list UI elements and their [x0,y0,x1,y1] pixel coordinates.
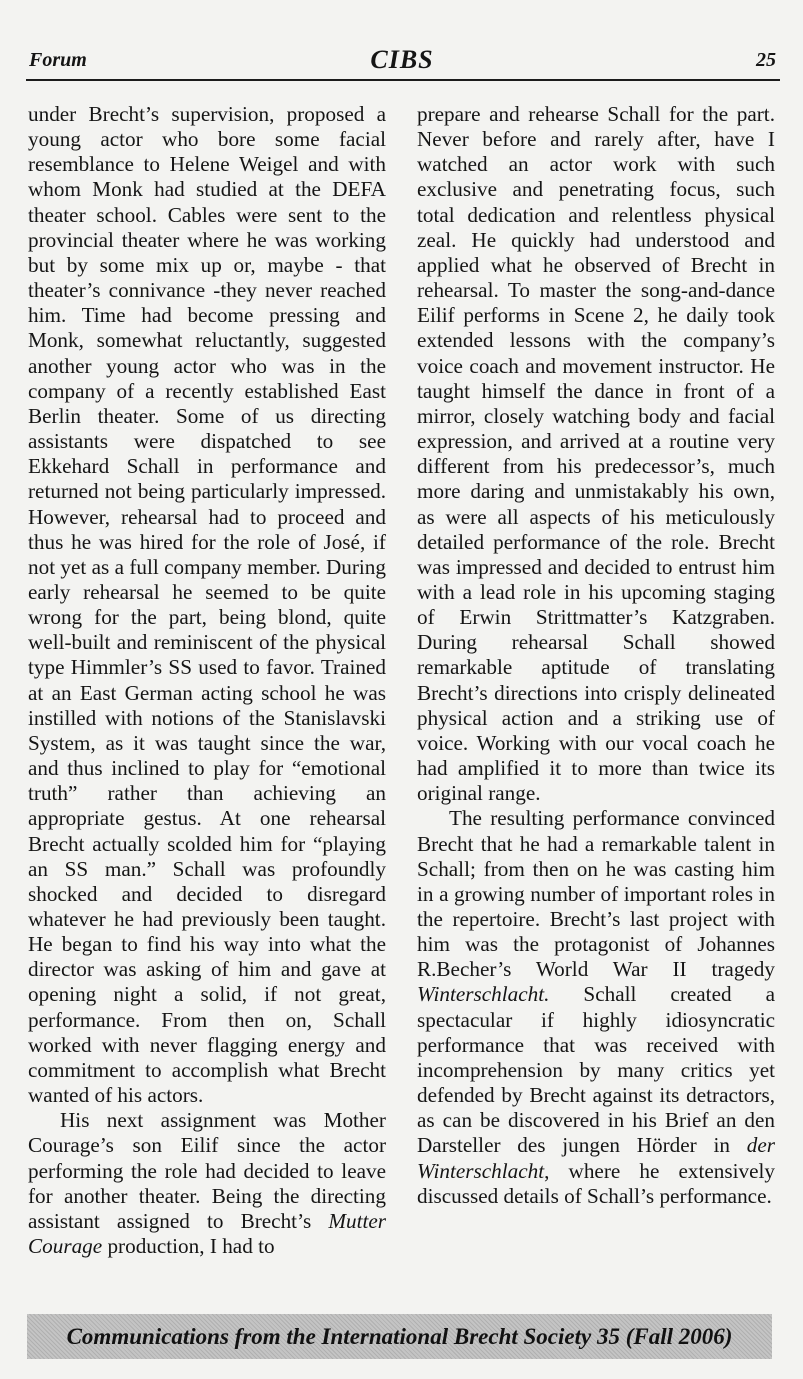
italic-title-der-winterschlacht: der Winterschlacht [417,1133,775,1183]
page-number: 25 [756,49,776,71]
left-paragraph-2-text: His next assignment was Mother Courage’s son Eilif since the actor performing the role had decided to leave for another theater. Being the directing assistant assigned to Brecht’s [28,1108,386,1233]
right-paragraph-2-a: The resulting performance convinced Brecht that he had a remarkable talent in Schall; from then on he was casting him in a growing number of important roles in the repertoire. Brecht’s last project with him was the protagonist of Johannes R.Becher’s World War II tragedy [417,806,775,982]
right-paragraph-2 [417,806,775,1209]
section-label: Forum [29,49,87,71]
page-header [26,46,778,74]
left-paragraph-1: under Brecht’s supervision, proposed a young actor who bore some facial resemblance to Helene Weigel and with whom Monk had studied at the DEFA theater school. Cables were sent to the provincial theater where he was working but by some mix up or, maybe - that theater’s connivance -they never reached him. Time had become pressing and Monk, somewhat reluctantly, suggested another young actor who was in the company of a recently established East Berlin theater. Some of us directing assistants were dispatched to see Ekkehard Schall in performance and returned not being particularly impressed. However, rehearsal had to proceed and thus he was hired for the role of José, if not yet as a full company member. During early rehearsal he seemed to be quite wrong for the part, being blond, quite well-built and reminiscent of the physical type Himmler’s SS used to favor. Trained at an East German acting school he was instilled with notions of the Stanislavski System, as it was taught since the war, and thus inclined to play for “emotional truth” rather than achieving an appropriate gestus. At one rehearsal Brecht actually scolded him for “playing an SS man.” Schall was profoundly shocked and decided to disregard whatever he had previously been taught. He began to find his way into what the director was asking of him and gave at opening night a solid, if not great, performance. From then on, Schall worked with never flagging energy and commitment to accomplish what Brecht wanted of his actors. [28,102,386,1108]
italic-title-mutter-courage: Mutter Courage [28,1208,386,1259]
footer-text: Communications from the International Brecht Society 35 (Fall 2006) [66,1323,733,1349]
right-column [417,102,775,1209]
header-rule [26,79,780,81]
journal-title: CIBS [370,45,434,74]
right-paragraph-2-b: Schall created a spectacular if highly idiosyncratic performance that was received with incomprehension by many critics yet defended by Brecht against its detractors, as can be discovered in his Brief an den Darsteller des jungen Hörder in [417,982,775,1158]
left-column [28,102,386,1259]
left-paragraph-2-end: production, I had to [102,1234,275,1259]
left-paragraph-2 [28,1108,386,1259]
italic-title-winterschlacht: Winterschlacht. [417,982,550,1007]
right-paragraph-2-c: , where he extensively discussed details of Schall’s performance. [417,1158,775,1208]
footer-banner [27,1314,772,1359]
right-paragraph-1: prepare and rehearse Schall for the part. Never before and rarely after, have I watched an actor work with such exclusive and penetrating focus, such total dedication and relentless physical zeal. He quickly had understood and applied what he observed of Brecht in rehearsal. To master the song-and-dance Eilif performs in Scene 2, he daily took extended lessons with the company’s voice coach and movement instructor. He taught himself the dance in front of a mirror, closely watching body and facial expression, and arrived at a routine very different from his predecessor’s, much more daring and unmistakably his own, as were all aspects of his meticulously detailed performance of the role. Brecht was impressed and decided to entrust him with a lead role in his upcoming staging of Erwin Strittmatter’s Katzgraben. During rehearsal Schall showed remarkable aptitude of translating Brecht’s directions into crisply delineated physical action and a striking use of voice. Working with our vocal coach he had amplified it to more than twice its original range. [417,102,775,806]
